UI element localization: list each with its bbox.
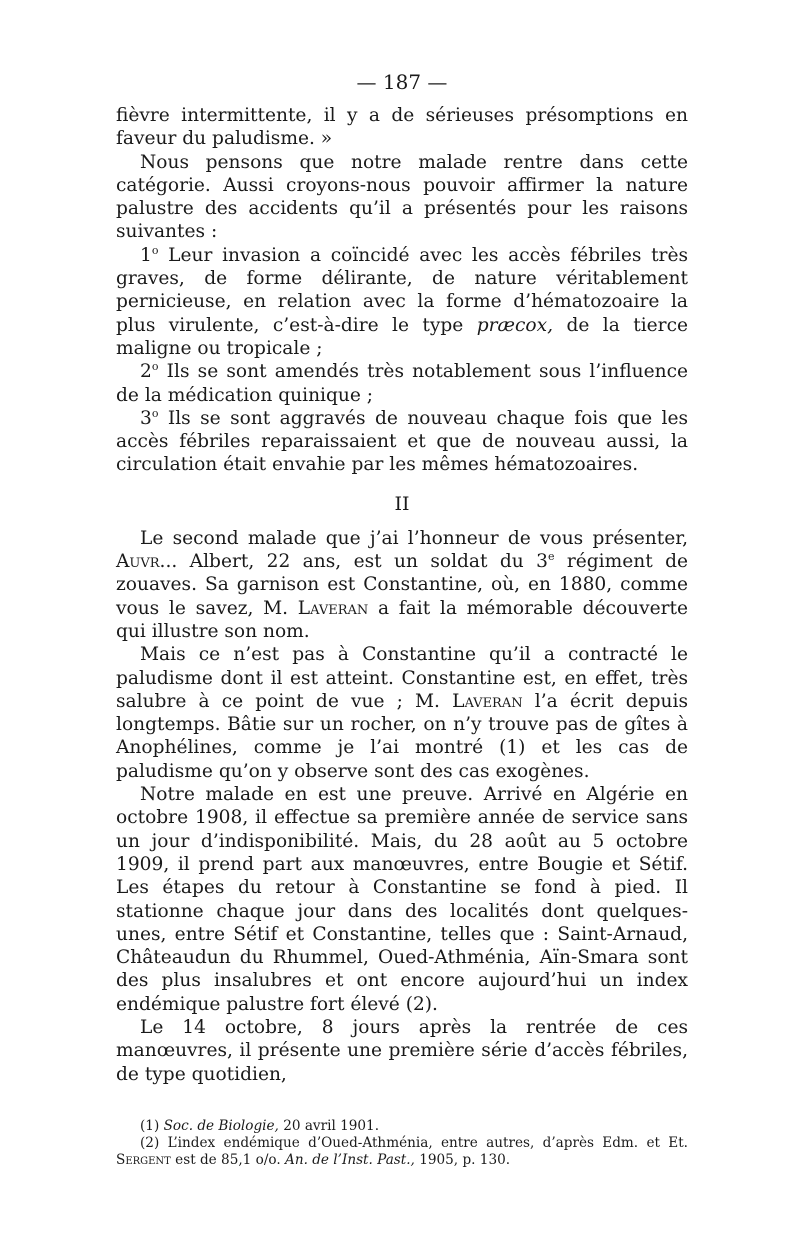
ordinal-mark: o [151,360,159,374]
text-run: a fait la mémorable découverte qui illustre son nom. [116,597,688,642]
footnote [116,1135,688,1169]
book-page [116,70,688,1169]
ordinal-mark: o [151,243,159,257]
list-number: 1 [140,244,152,266]
text-run: Ils se sont amendés très notablement sous l’influence de la médication quinique ; [116,361,688,406]
paragraph [116,783,688,1016]
text-run: Albert, 22 ans, est un soldat du 3 [177,551,548,573]
italic-term: præcox, [476,314,554,336]
text-run: Le second malade que j’ai l’honneur de vous présenter, [140,527,688,549]
text-run: (2) L’index endémique d’Oued-Athménia, entre autres, d’après Edm. et Et. [140,1134,688,1151]
small-caps-name: Laveran [297,597,369,619]
paragraph [116,360,688,407]
section-heading: II [394,492,410,515]
page-number: — 187 — [356,70,448,94]
text-run: Notre malade en est une preuve. Arrivé en Algérie en octobre 1908, il effectue sa première année de service sans un jour d’indisponibilité. Mais, du 28 août au 5 octobre 1909, il prend part aux manœuvres, entre Bougie et Sétif. Les étapes du retour à Constantine se fond à pied. Il stationne chaque jour dans des localités dont quelques-unes, entre Sétif et Constantine, telles que : Saint-Arnaud, Châteaudun du Rhummel, Oued-Athménia, Aïn-Smara sont des plus insalubres et ont encore aujourd’hui un index endémique palustre fort élevé (2). [116,784,688,1015]
paragraph [116,151,688,244]
italic-term: Soc. de Biologie, [163,1117,279,1134]
italic-term: An. de l’Inst. Past., [285,1151,415,1168]
text-run: Mais ce n’est pas à Constantine qu’il a contracté le paludisme dont il est atteint. Constantine est, en effet, très salubre à ce point de vue ; M. [116,644,688,712]
text-run: Ils se sont aggravés de nouveau chaque fois que les accès fébriles reparaissaient et que de nouveau aussi, la circulation était envahie par les mêmes hématozoaires. [116,407,688,476]
small-caps-name: Auvr... [116,551,178,573]
footnote [116,1118,688,1135]
text-run: fièvre intermittente, il y a de sérieuses présomptions en faveur du paludisme. » [116,105,688,150]
text-run: est de 85,1 o/o. [170,1151,285,1168]
paragraph [116,527,688,643]
text-run: 20 avril 1901. [278,1117,380,1134]
paragraph [116,1016,688,1086]
footnotes [116,1118,688,1169]
text-run: 1905, p. 130. [414,1151,511,1168]
footnote-marker: (1) [140,1117,164,1134]
small-caps-name: Sergent [116,1151,171,1168]
ordinal-mark: o [151,406,159,420]
paragraph [116,643,688,783]
paragraph [116,244,688,360]
ordinal-mark: e [547,549,555,563]
list-number: 2 [140,361,152,383]
text-run: de la tierce maligne ou tropicale ; [116,314,688,359]
text-run: Leur invasion a coïncidé avec les accès fébriles très graves, de forme délirante, de nature véritablement pernicieuse, en relation avec la forme d’hématozoaire la plus virulente, c’est-à-dire le type [116,244,688,336]
text-run: l’a écrit depuis longtemps. Bâtie sur un rocher, on n’y trouve pas de gîtes à Anophélines, comme je l’ai montré (1) et les cas de paludisme qu’on y observe sont des cas exogènes. [116,690,688,782]
text-run: Nous pensons que notre malade rentre dans cette catégorie. Aussi croyons-nous pouvoir affirmer la nature palustre des accidents qu’il a présentés pour les raisons suivantes : [116,151,688,243]
small-caps-name: Laveran [452,690,523,712]
text-run: Le 14 octobre, 8 jours après la rentrée de ces manœuvres, il présente une première série d’accès fébriles, de type quotidien, [116,1016,688,1085]
paragraph [116,104,688,151]
body-text [116,104,688,1086]
paragraph [116,407,688,477]
list-number: 3 [140,407,152,429]
text-run: régiment de zouaves. Sa garnison est Constantine, où, en 1880, comme vous le savez, M. [116,551,688,619]
